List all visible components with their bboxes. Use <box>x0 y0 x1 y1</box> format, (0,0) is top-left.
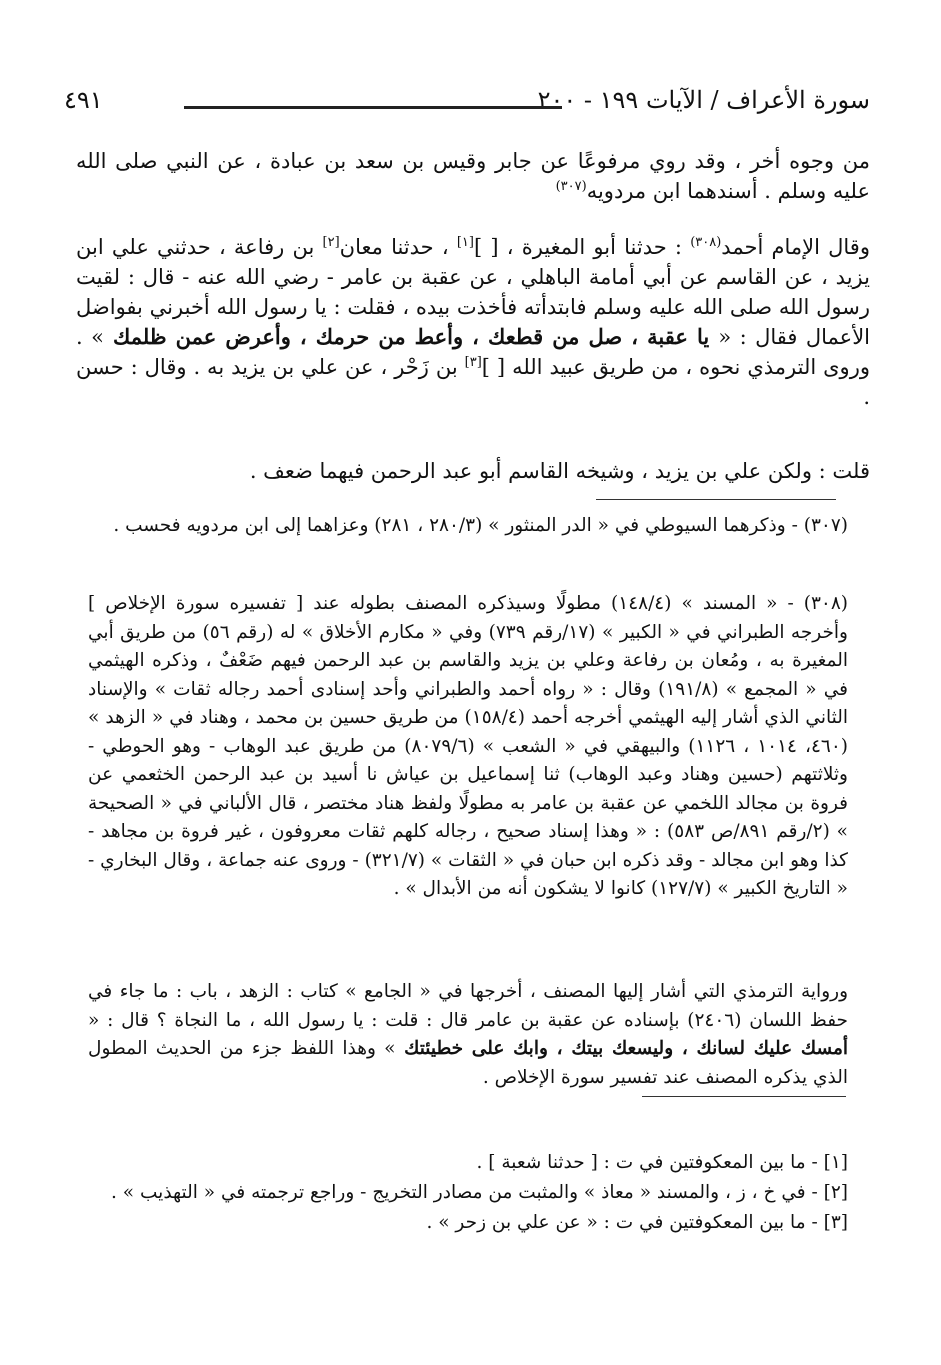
body-text: بن زَحْر ، عن علي بن يزيد به . وقال : حسن . <box>76 355 870 409</box>
refs-divider <box>642 1096 846 1097</box>
footnote-tirmidhi <box>88 978 848 1092</box>
hadith-quote: يا عقبة ، صل من قطعك ، وأعط من حرمك ، وأعرض عمن ظلمك <box>103 324 719 349</box>
body-paragraph-3 <box>76 456 870 486</box>
footnote-text: ورواية الترمذي التي أشار إليها المصنف ، أخرجها في « الجامع » كتاب : الزهد ، باب : ما جاء في حفظ اللسان (٢٤٠٦) بإسناده عن عقبة بن عامر قال : قلت : يا رسول الله ، ما النجاة ؟ قال : « <box>88 981 848 1031</box>
body-text: من وجوه أخر ، وقد روي مرفوعًا عن جابر وقيس بن سعد بن عبادة ، عن النبي صلى الله عليه وسلم . أسندهما ابن مردويه <box>76 149 870 203</box>
page-header <box>64 86 870 126</box>
editorial-note-3: [٣] - ما بين المعكوفتين في ت : « عن علي بن زحر » . <box>426 1212 848 1233</box>
ref-marker-1[interactable]: [١] <box>456 235 474 250</box>
body-text: وقال الإمام أحمد <box>721 235 870 259</box>
footnote-ref-308[interactable]: (٣٠٨) <box>690 235 722 250</box>
hadith-quote: أمسك عليك لسانك ، وليسعك بيتك ، وابك على خطيئتك <box>395 1038 848 1059</box>
page-number: ٤٩١ <box>64 86 103 114</box>
footnote-text: » وهذا اللفظ جزء من الحديث المطول الذي يذكره المصنف عند تفسير سورة الإخلاص . <box>88 1038 848 1088</box>
editorial-notes <box>88 1148 848 1238</box>
body-text: بن رفاعة ، حدثني علي ابن يزيد ، عن القاسم عن أبي أمامة الباهلي ، عن عقبة بن عامر - رضي الله عنه - قال : لقيت رسول الله صلى الله عليه وسلم فابتدأته فأخذت بيده ، فقلت : يا رسول الله أخبرني بفواضل الأعمال فقال : « <box>76 235 871 349</box>
editorial-note-2: [٢] - في خ ، ز ، والمسند « معاذ » والمثبت من مصادر التخريج - وراجع ترجمته في « التهذيب » . <box>111 1182 848 1203</box>
footnote-text: (٣٠٧) - وذكرهما السيوطي في « الدر المنثور » (٢٨٠/٣ ، ٢٨١) وعزاهما إلى ابن مردويه فحسب . <box>113 515 848 536</box>
header-rule <box>184 106 562 109</box>
footnote-text: (٣٠٨) - « المسند » (١٤٨/٤) مطولًا وسيذكره المصنف بطوله عند [ تفسيره سورة الإخلاص ] وأخرجه الطبراني في « الكبير » (١٧/رقم ٧٣٩) وفي « مكارم الأخلاق » له (رقم ٥٦) من طريق أبي المغيرة به ، ومُعان بن رفاعة وعلي بن يزيد والقاسم بن عبد الرحمن فيهم ضَعْفٌ ، وذكره الهيثمي في « المجمع » (١٩١/٨) وقال : « رواه أحمد والطبراني وأحد إسنادى أحمد رجاله ثقات » والإسناد الثاني الذي أشار إليه الهيثمي أخرجه أحمد (١٥٨/٤) من طريق حسين بن محمد ، وهناد في « الزهد » (٤٦٠، ١٠١٤ ، ١١٢٦) والبيهقي في « الشعب » (٨٠٧٩/٦) من طريق عبد الوهاب - وهو الحوطي - وثلاثتهم (حسين وهناد وعبد الوهاب) ثنا إسماعيل بن عياش نا أسيد بن عبد الرحمن الخثعمي عن فروة بن مجالد اللخمي عن عقبة بن عامر به مطولًا ولفظ هناد مختصر ، قال الألباني في « الصحيحة » (٢/رقم ٨٩١/ص ٥٨٣) : « وهذا إسناد صحيح ، رجاله كلهم ثقات معروفون ، غير فروة بن مجاهد - كذا وهو ابن مجالد - وقد ذكره ابن حبان في « الثقات » (٣٢١/٧) - وروى عنه جماعة ، وقال البخاري - « التاريخ الكبير » (١٢٧/٧) كانوا لا يشكون أنه من الأبدال » . <box>88 593 849 899</box>
body-text: » . وروى الترمذي نحوه ، من طريق عبيد الله [ ] <box>76 325 870 379</box>
body-paragraph-2 <box>76 232 870 412</box>
running-head-title: سورة الأعراف / الآيات ١٩٩ - ٢٠٠ <box>537 86 870 114</box>
editorial-note-1: [١] - ما بين المعكوفتين في ت : [ حدثنا شعبة ] . <box>476 1152 848 1173</box>
body-paragraph-1 <box>76 146 870 206</box>
footnote-307 <box>88 512 848 541</box>
footnote-divider <box>596 499 836 500</box>
body-text: : حدثنا أبو المغيرة ، [ ] <box>473 235 691 259</box>
body-text: قلت : ولكن علي بن يزيد ، وشيخه القاسم أبو عبد الرحمن فيهما ضعف . <box>249 459 870 483</box>
ref-marker-3[interactable]: [٣] <box>464 355 482 370</box>
body-text: ، حدثنا معان <box>339 235 457 259</box>
footnote-ref-307[interactable]: (٣٠٧) <box>555 179 587 194</box>
ref-marker-2[interactable]: [٢] <box>322 235 340 250</box>
footnote-308 <box>88 590 848 904</box>
